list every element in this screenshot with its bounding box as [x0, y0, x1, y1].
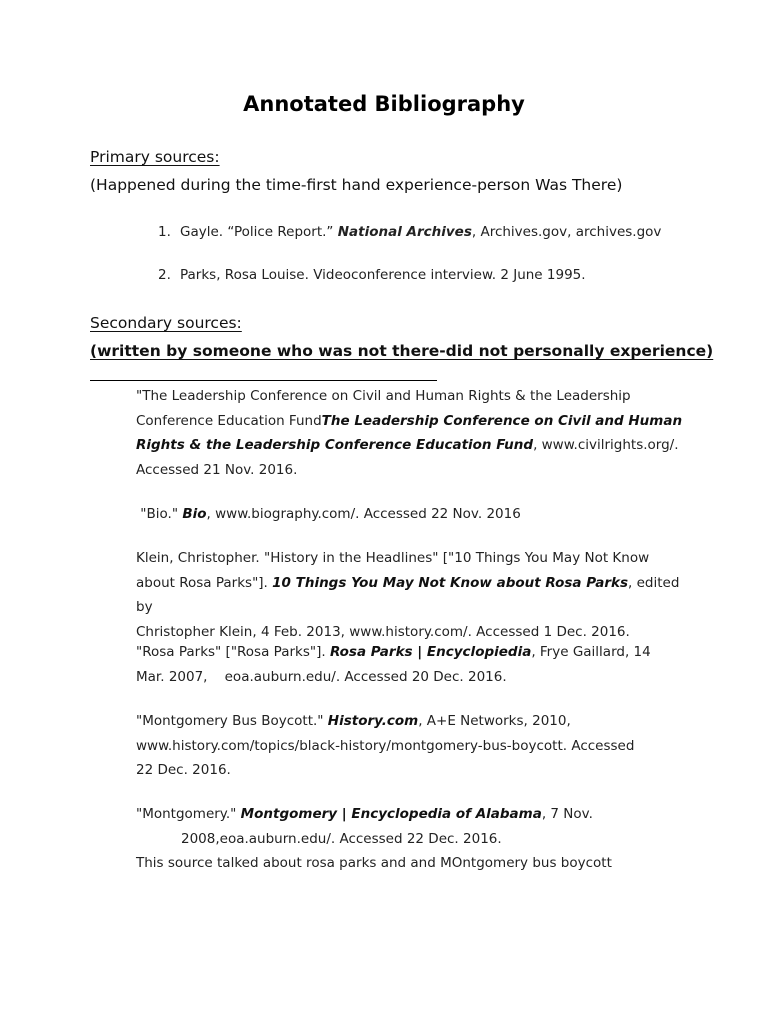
primary-source-item: 1. Gayle. “Police Report.” National Archives, Archives.gov, archives.gov [158, 224, 662, 240]
primary-sources-heading: Primary sources: [90, 148, 220, 166]
list-number: 2. [158, 267, 171, 283]
primary-source-item: 2. Parks, Rosa Louise. Videoconference interview. 2 June 1995. [158, 267, 586, 283]
page-title: Annotated Bibliography [243, 92, 525, 116]
annotation-text: This source talked about rosa parks and and MOntgomery bus boycott [136, 855, 612, 871]
bibliography-entry: "Montgomery." Montgomery | Encyclopedia of Alabama, 7 Nov. 2008,eoa.auburn.edu/. Accessed 22 Dec. 2016. This source talked about rosa parks and and MOntgomery bus boycott [136, 802, 696, 876]
secondary-sources-note: (written by someone who was not there-did not personally experience) [90, 342, 714, 360]
bibliography-entry: "Rosa Parks" ["Rosa Parks"]. Rosa Parks | Encyclopiedia, Frye Gaillard, 14 Mar. 2007, eoa.auburn.edu/. Accessed 20 Dec. 2016. [136, 644, 651, 685]
bibliography-entry: "Montgomery Bus Boycott." History.com, A+E Networks, 2010, www.history.com/topics/black-history/montgomery-bus-boycott. Accessed 22 Dec. 2016. [136, 713, 635, 778]
list-number: 1. [158, 224, 171, 240]
primary-sources-note: (Happened during the time-first hand experience-person Was There) [90, 176, 623, 194]
bibliography-entry: "The Leadership Conference on Civil and Human Rights & the Leadership Conference Education FundThe Leadership Conference on Civil and Human Rights & the Leadership Conference Education Fund, www.civilrights.org/. Accessed 21 Nov. 2016. [136, 388, 683, 478]
bibliography-entry: Klein, Christopher. "History in the Headlines" ["10 Things You May Not Know about Rosa Parks"]. 10 Things You May Not Know about Rosa Parks, edited by Christopher Klein, 4 Feb. 2013, www.history.com/. Accessed 1 Dec. 2016. [136, 550, 680, 640]
secondary-sources-heading: Secondary sources: [90, 314, 242, 332]
bibliography-entry: "Bio." Bio, www.biography.com/. Accessed 22 Nov. 2016 [136, 506, 521, 522]
divider-line [90, 380, 437, 381]
